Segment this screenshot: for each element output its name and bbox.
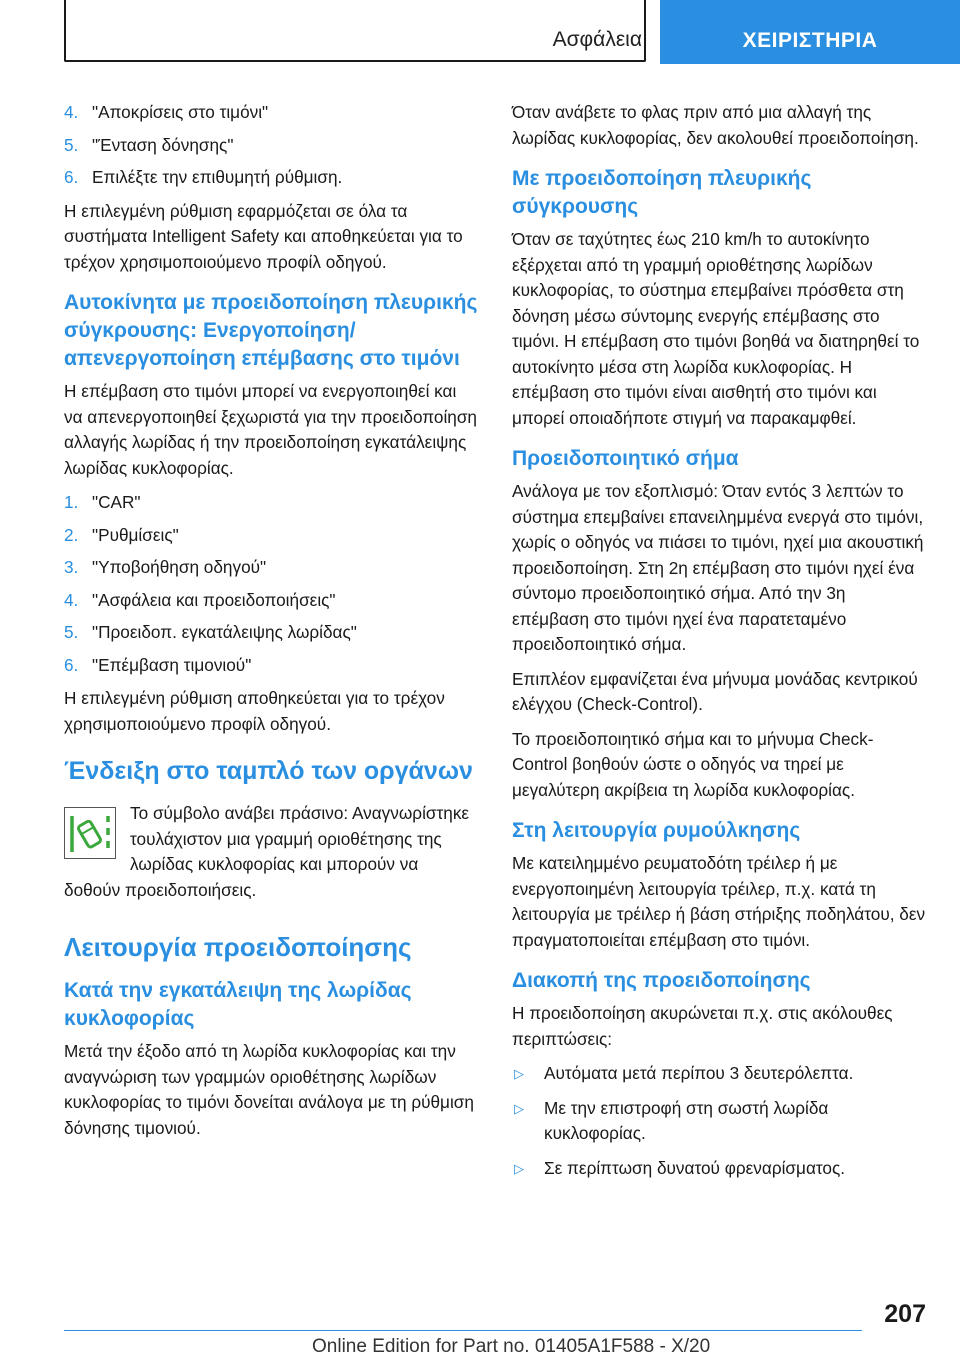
symbol-description	[64, 801, 478, 903]
page-number: 207	[884, 1300, 926, 1328]
step-number: 5.	[64, 134, 79, 155]
section-title: Λειτουργία προειδοποίησης	[64, 932, 412, 962]
paragraph: Με κατειλημμένο ρευματοδότη τρέιλερ ή με ενεργοποιημένη λειτουργία τρέιλερ, π.χ. κατά τη λειτουργία με τρέιλερ ή βάση στήριξης ποδηλάτου, δεν πραγματοποιείται επέμβαση στο τιμόνι.	[512, 853, 926, 950]
list-item	[64, 165, 478, 191]
menu-path-list	[64, 490, 478, 678]
step-text: "Υποβοήθηση οδηγού"	[92, 557, 267, 577]
right-column	[512, 100, 926, 1190]
paragraph: Όταν ανάβετε το φλας πριν από μια αλλαγή της λωρίδας κυκλοφορίας, δεν ακολουθεί προειδοποίηση.	[512, 102, 919, 148]
paragraph: Η επιλεγμένη ρύθμιση αποθηκεύεται για το τρέχον χρησιμοποιούμενο προφίλ οδηγού.	[64, 688, 445, 734]
paragraph: Η προειδοποίηση ακυρώνεται π.χ. στις ακόλουθες περιπτώσεις:	[512, 1003, 893, 1049]
step-number: 3.	[64, 557, 79, 577]
paragraph: Μετά την έξοδο από τη λωρίδα κυκλοφορίας και την αναγνώριση των γραμμών οριοθέτησης λωρίδων κυκλοφορίας το τιμόνι δονείται ανάλογα με τη ρύθμιση δόνησης τιμονιού.	[64, 1041, 474, 1138]
paragraph: Ανάλογα με τον εξοπλισμό: Όταν εντός 3 λεπτών το σύστημα επεμβαίνει επανειλημμένα ενεργά στο τιμόνι, χωρίς ο οδηγός να πιάσει το τιμόνι, ηχεί μια ακουστική προειδοποίηση. Στη 2η επέμβαση στο τιμόνι ηχεί ένα σύντομο προειδοποιητικό σήμα. Από την 3η επέμβαση στο τιμόνι ηχεί ένα παρατεταμένο προειδοποιητικό σήμα.	[512, 481, 924, 654]
list-item	[64, 555, 478, 581]
step-text: "Ρυθμίσεις"	[92, 524, 179, 545]
lane-departure-icon	[64, 807, 116, 859]
step-text: "Επέμβαση τιμονιού"	[92, 654, 252, 675]
list-item	[64, 620, 478, 646]
list-item	[64, 100, 478, 126]
step-text: "Προειδοπ. εγκατάλειψης λωρίδας"	[92, 622, 357, 642]
paragraph: Όταν σε ταχύτητες έως 210 km/h το αυτοκίνητο εξέρχεται από τη γραμμή οριοθέτησης λωρίδων κυκλοφορίας, το σύστημα επεμβαίνει πρόσθετα στη δόνηση μέσω σύντομης ενεργής επέμβασης στο τιμόνι. Η επέμβαση στο τιμόνι βοηθά να διατηρηθεί το αυτοκίνητο μέσα στη λωρίδα κυκλοφορίας. Η επέμβαση στο τιμόνι είναι αισθητή στο τιμόνι και μπορεί οποιαδήποτε στιγμή να παρακαμφθεί.	[512, 229, 920, 428]
footer-divider	[64, 1330, 862, 1331]
step-number: 6.	[64, 167, 79, 187]
footer-edition: Online Edition for Part no. 01405A1F588 - X/20	[312, 1336, 711, 1357]
bullet-text: Σε περίπτωση δυνατού φρεναρίσματος.	[544, 1157, 846, 1178]
step-number: 4.	[64, 102, 79, 122]
paragraph: Το προειδοποιητικό σήμα και το μήνυμα Check-Control βοηθούν ώστε ο οδηγός να τηρεί με μεγαλύτερη ακρίβεια τη λωρίδα κυκλοφορίας.	[512, 728, 874, 800]
step-number: 5.	[64, 622, 79, 642]
step-text: "Ασφάλεια και προειδοποιήσεις"	[92, 589, 336, 610]
header-section-title: Ασφάλεια	[552, 28, 642, 51]
paragraph: Το σύμβολο ανάβει πράσινο: Αναγνωρίστηκε τουλάχιστον μια γραμμή οριοθέτησης της λωρίδας κυκλοφορίας και μπορούν να δοθούν προειδοποιήσεις.	[64, 803, 470, 900]
step-number: 4.	[64, 589, 79, 610]
section-heading: Στη λειτουργία ρυμούλκησης	[512, 819, 801, 842]
section-heading: Με προειδοποίηση πλευρικής σύγκρουσης	[512, 167, 812, 218]
list-item	[64, 523, 478, 549]
section-heading: Διακοπή της προειδοποίησης	[512, 969, 811, 992]
step-text: Επιλέξτε την επιθυμητή ρύθμιση.	[92, 167, 343, 187]
step-text: "Αποκρίσεις στο τιμόνι"	[92, 102, 269, 122]
bullet-text: Αυτόματα μετά περίπου 3 δευτερόλεπτα.	[544, 1063, 854, 1083]
step-number: 2.	[64, 524, 79, 545]
paragraph: Η επέμβαση στο τιμόνι μπορεί να ενεργοποιηθεί και να απενεργοποιηθεί ξεχωριστά για την προειδοποίηση αλλαγής λωρίδας ή την προειδοποίηση εγκατάλειψης λωρίδας κυκλοφορίας.	[64, 381, 477, 478]
step-number: 1.	[64, 492, 79, 512]
step-number: 6.	[64, 654, 79, 675]
paragraph: Επιπλέον εμφανίζεται ένα μήνυμα μονάδας κεντρικού ελέγχου (Check-Control).	[512, 668, 918, 714]
list-item	[64, 490, 478, 516]
section-heading: Κατά την εγκατάλειψη της λωρίδας κυκλοφορίας	[64, 979, 412, 1030]
triangle-right-icon: ▷	[514, 1100, 524, 1116]
bullet-text: Με την επιστροφή στη σωστή λωρίδα κυκλοφορίας.	[544, 1097, 829, 1143]
settings-steps-list	[64, 100, 478, 191]
page-header	[64, 0, 960, 64]
list-item	[64, 653, 478, 679]
section-heading: Αυτοκίνητα με προειδοποίηση πλευρικής σύγκρουσης: Ενεργοποίηση/απενεργοποίηση επέμβασης στο τιμόνι	[64, 291, 478, 370]
step-text: "Ένταση δόνησης"	[92, 134, 234, 155]
list-item	[512, 1061, 926, 1087]
cancel-conditions-list	[512, 1061, 926, 1181]
section-heading: Προειδοποιητικό σήμα	[512, 447, 739, 470]
header-chapter-tab: ΧΕΙΡΙΣΤΗΡΙΑ	[660, 0, 960, 64]
list-item	[64, 133, 478, 159]
step-text: "CAR"	[92, 492, 141, 512]
list-item	[64, 588, 478, 614]
section-title: Ένδειξη στο ταμπλό των οργάνων	[64, 757, 473, 785]
triangle-right-icon: ▷	[514, 1160, 524, 1176]
list-item	[512, 1156, 926, 1182]
list-item	[512, 1096, 926, 1147]
left-column	[64, 100, 478, 1150]
triangle-right-icon: ▷	[514, 1066, 524, 1081]
paragraph: Η επιλεγμένη ρύθμιση εφαρμόζεται σε όλα τα συστήματα Intelligent Safety και αποθηκεύεται για το τρέχον χρησιμοποιούμενο προφίλ οδηγού.	[64, 200, 463, 272]
